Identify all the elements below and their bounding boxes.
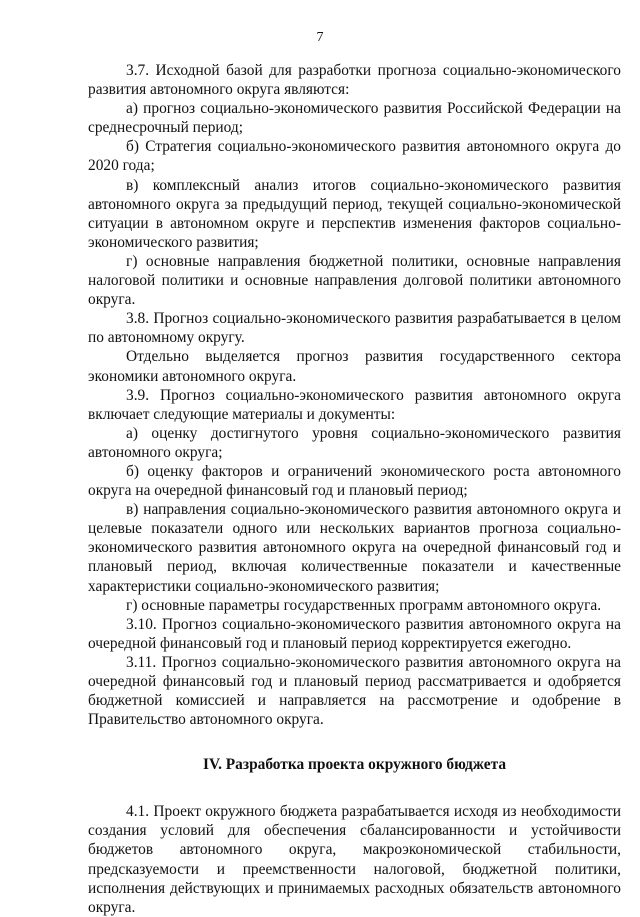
document-body [88, 61, 621, 917]
list-item-3-7-a: а) прогноз социально-экономического развития Российской Федерации на среднесрочный период; [88, 100, 621, 137]
list-item-3-9-b: б) оценку факторов и ограничений экономического роста автономного округа на очередной финансовый год и плановый период; [88, 462, 621, 500]
paragraph-4-1: 4.1. Проект окружного бюджета разрабатывается исходя из необходимости создания условий для обеспечения сбалансированности и устойчивости бюджетов автономного округа, макроэкономической стабильности, предсказуемости и преемственности налоговой, бюджетной политики, исполнения действующих и принимаемых расходных обязательств автономного округа. [88, 803, 621, 916]
list-item-3-9-a: а) оценку достигнутого уровня социально-экономического развития автономного округа; [88, 424, 621, 461]
list-item-3-7-g: г) основные направления бюджетной политики, основные направления налоговой политики и основные направления долговой политики автономного округа. [88, 252, 621, 309]
section-heading: IV. Разработка проекта окружного бюджета [202, 756, 507, 774]
paragraph-3-8: 3.8. Прогноз социально-экономического развития разрабатывается в целом по автономному округу. [88, 310, 621, 347]
paragraph-3-7: 3.7. Исходной базой для разработки прогноза социально-экономического развития автономного округа являются: [88, 62, 621, 99]
list-item-3-7-b: б) Стратегия социально-экономического развития автономного округа до 2020 года; [88, 138, 621, 175]
paragraph-3-10: 3.10. Прогноз социально-экономического развития автономного округа на очередной финансовый год и плановый период корректируется ежегодно. [88, 615, 621, 652]
paragraph-3-9: 3.9. Прогноз социально-экономического развития автономного округа включает следующие материалы и документы: [88, 386, 621, 423]
list-item-3-9-g: г) основные параметры государственных программ автономного округа. [126, 596, 602, 614]
paragraph-3-8-note: Отдельно выделяется прогноз развития государственного сектора экономики автономного округа. [88, 348, 621, 385]
paragraph-3-11: 3.11. Прогноз социально-экономического развития автономного округа на очередной финансовый год и плановый период рассматривается и одобряется бюджетной комиссией и направляется на рассмотрение и одобрение в Правительство автономного округа. [88, 653, 621, 729]
list-item-3-7-v: в) комплексный анализ итогов социально-экономического развития автономного округа за предыдущий период, текущей социально-экономической ситуации в автономном округе и перспектив изменения факторов социально-экономического развития; [88, 176, 621, 251]
list-item-3-9-v: в) направления социально-экономического развития автономного округа и целевые показатели одного или нескольких вариантов прогноза социально-экономического развития автономного округа на очередной финансовый год и плановый период, включая количественные показатели и качественные характеристики социально-экономического развития; [88, 501, 621, 595]
page-number: 7 [316, 30, 324, 45]
